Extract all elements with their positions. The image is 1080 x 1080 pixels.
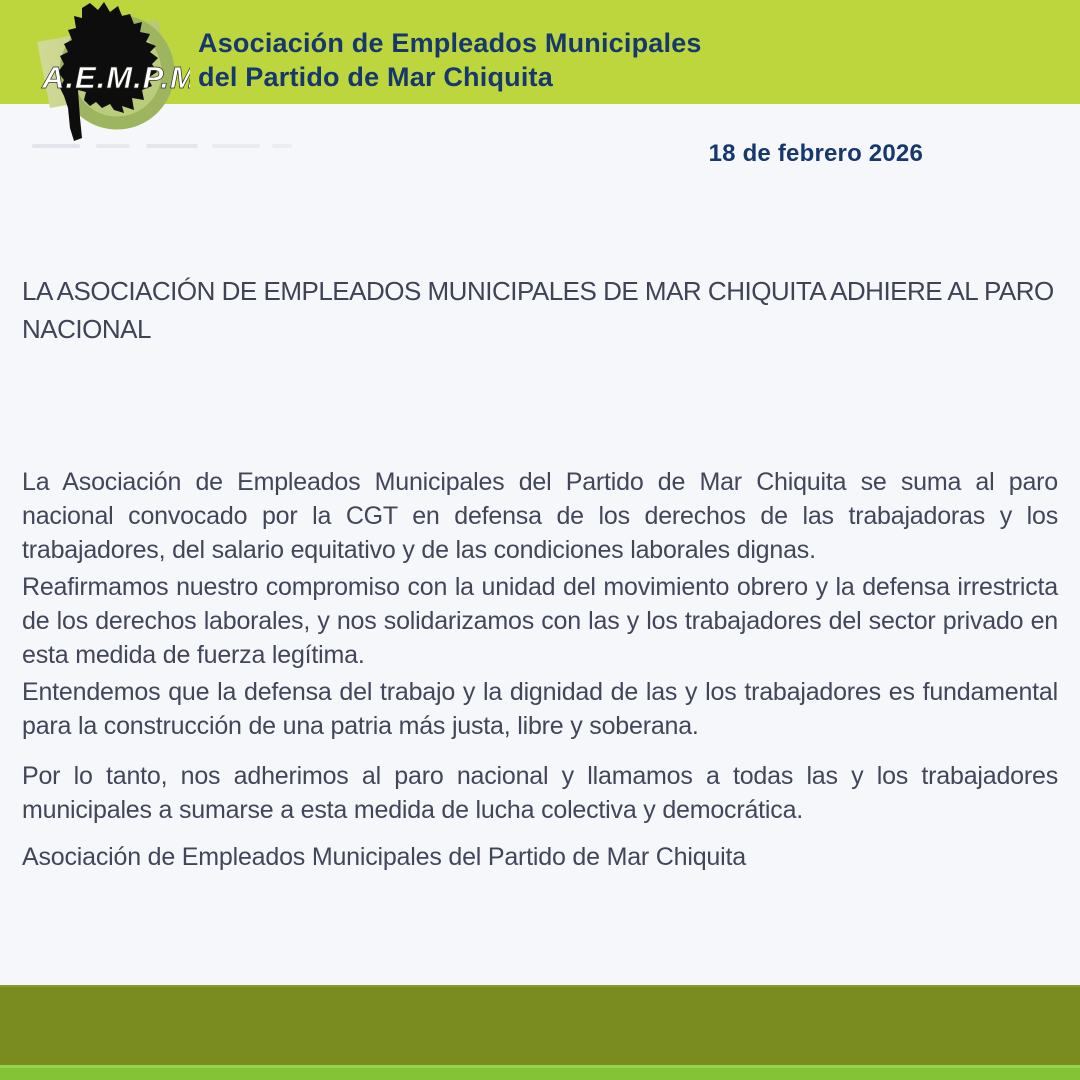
union-logo bbox=[30, 0, 190, 150]
organization-title-line1: Asociación de Empleados Municipales bbox=[198, 28, 702, 58]
statement-headline: LA ASOCIACIÓN DE EMPLEADOS MUNICIPALES DE MAR CHIQUITA ADHIERE AL PARO NACIONAL bbox=[22, 276, 1054, 344]
organization-title-line2: del Partido de Mar Chiquita bbox=[198, 62, 553, 92]
organization-title bbox=[198, 26, 702, 94]
faded-dash bbox=[212, 144, 260, 148]
statement-paragraph-3: Entendemos que la defensa del trabajo y la dignidad de las y los trabajadores es fundamental para la construcción de una patria más justa, libre y soberana. bbox=[22, 678, 1058, 740]
date-line: 18 de febrero 2026 bbox=[708, 140, 923, 167]
statement-paragraph-4: Por lo tanto, nos adherimos al paro nacional y llamamos a todas las y los trabajadores municipales a sumarse a esta medida de lucha colectiva y democrática. bbox=[22, 762, 1058, 824]
footer-olive-band bbox=[0, 985, 1080, 1067]
statement-paragraph-2: Reafirmamos nuestro compromiso con la unidad del movimiento obrero y la defensa irrestricta de los derechos laborales, y nos solidarizamos con las y los trabajadores del sector privado en esta medida de fuerza legítima. bbox=[22, 573, 1058, 669]
faded-dash bbox=[272, 144, 292, 148]
footer-green-strip bbox=[0, 1065, 1080, 1080]
logo-acronym-text: A.E.M.P.M bbox=[42, 60, 190, 95]
signature-line: Asociación de Empleados Municipales del Partido de Mar Chiquita bbox=[22, 843, 746, 871]
statement-paragraph-1: La Asociación de Empleados Municipales del Partido de Mar Chiquita se suma al paro nacional convocado por la CGT en defensa de los derechos de las trabajadoras y los trabajadores, del salario equitativo y de las condiciones laborales dignas. bbox=[22, 468, 1058, 564]
union-logo-graphic bbox=[30, 0, 190, 150]
